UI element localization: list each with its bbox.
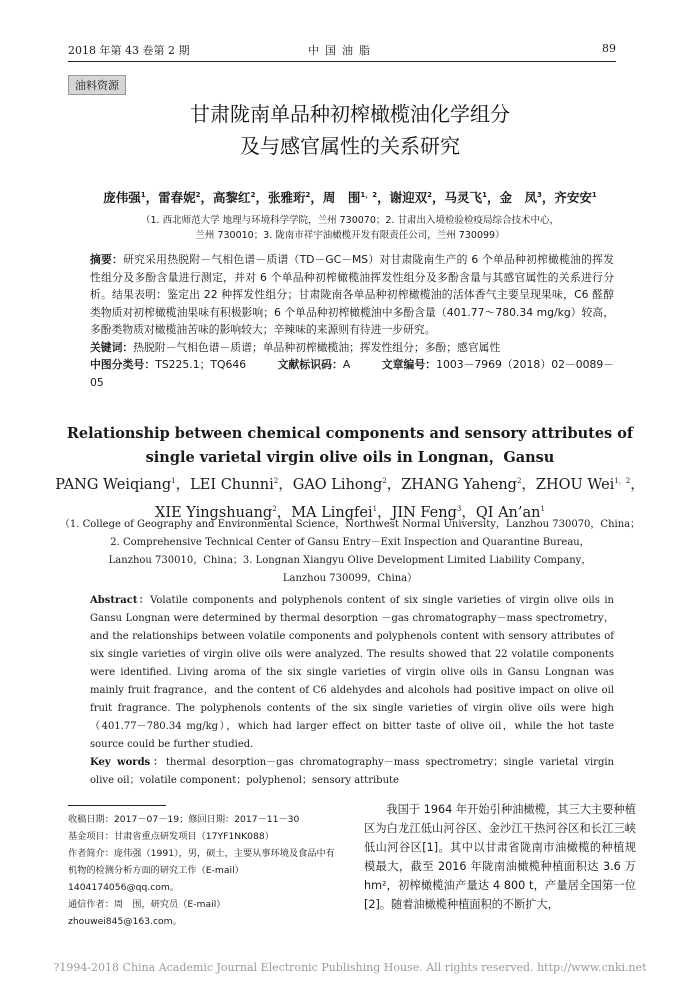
author-name: 谢迎双 <box>389 190 428 205</box>
author-name: 雷春妮 <box>158 190 196 205</box>
en-affiliations: （1. College of Geography and Environmental Science，Northwest Normal University，Lanzhou 730070，China； 2. Comprehensive Technical Center of Gansu Entry－Exit Inspection and Quarantine Bureau， Lanzhou 730010，China；3. Longnan Xiangyu Olive Development Limited Liability Company， Lanzhou 730099，China） <box>59 519 641 584</box>
cn-abstract: 摘要：研究采用热脱附－气相色谱－质谱（TD－GC－MS）对甘肃陇南生产的 6 个单品种初榨橄榄油的挥发性组分及多酚含量进行测定，并对 6 个单品种初榨橄榄油挥发性组分及多酚含量与其感官属性的关系进行分析。结果表明：鉴定出 22 种挥发性组分；甘肃陇南各单品种初榨橄榄油的活体香气主要呈现果味，C6 醛醇类物质对初榨橄榄油果味有积极影响；6 个单品种初榨橄榄油中多酚含量（401.77～780.34 mg/kg）较高，多酚类物质对橄榄油苦味的影响较大；辛辣味的来源则有待进一步研究。 <box>90 253 614 336</box>
column-tag: 油料资源 <box>68 75 126 95</box>
author-name: PANG Weiqiang <box>55 476 172 493</box>
author-name: 马灵飞 <box>444 190 483 205</box>
cn-keywords: 关键词：热脱附－气相色谱－质谱；单品种初榨橄榄油；挥发性组分；多酚；感官属性 <box>90 340 501 354</box>
cn-title-line1: 甘肃陇南单品种初榨橄榄油化学组分 <box>190 102 510 126</box>
author-name: 张雅珩 <box>267 190 306 205</box>
en-abstract: Abstract：Volatile components and polyphenols content of six single varieties of virgin olive oils in Gansu Longnan were determined by thermal desorption －gas chromatography－mass spectrometry，and the relationships between volatile components and polyphenols content with sensory attributes of six single varieties of virgin olive oils were analyzed. The results showed that 22 volatile components were identified. Living aroma of the six single varieties of virgin olive oils in Gansu Longnan was mainly fruit fragrance，and the content of C6 aldehydes and alcohols had positive impact on olive oil fruit fragrance. The polyphenols contents of the six single varieties of virgin olive oils were high（401.77－780.34 mg/kg），which had larger effect on bitter taste of olive oil，while the hot taste source could be further studied. <box>90 595 614 750</box>
cn-abstract-block <box>90 251 614 391</box>
cn-classification: 中图分类号：TS225.1；TQ646 文献标识码：A 文章编号：1003－7969（2018）02－0089－05 <box>90 358 615 389</box>
footnotes <box>68 811 338 930</box>
corresponding-author: 通信作者：周 围，研究员（E-mail）zhouwei845@163.com。 <box>68 899 226 927</box>
author-name: ZHOU Wei <box>535 476 615 493</box>
cn-title <box>0 98 700 162</box>
running-header <box>68 42 616 58</box>
author-name: LEI Chunni <box>190 476 274 493</box>
en-authors: PANG Weiqiang$^1$，LEI Chunni$^2$，GAO Lihong$^2$，ZHANG Yaheng$^2$，ZHOU Wei$^{1,2}$， XIE Yingshuang$^2$，MA Lingfei$^1$，JIN Feng$^3$，QI $An’an^1$ <box>55 476 645 521</box>
journal-issue: 2018 年第 43 卷第 2 期 <box>68 44 190 57</box>
author-name: XIE Yingshuang <box>155 504 273 521</box>
journal-name: 中国油脂 <box>308 44 376 57</box>
cn-affiliations: （1. 西北师范大学 地理与环境科学学院，兰州 730070；2. 甘肃出入境检验检疫局综合技术中心， 兰州 730010；3. 陇南市祥宇油橄榄开发有限责任公司，兰州 730099） <box>141 215 559 241</box>
author-name: GAO Lihong <box>292 476 383 493</box>
author-name: 庞伟强 <box>103 190 141 205</box>
author-name: MA Lingfei <box>291 504 373 521</box>
fund-project: 基金项目：甘肃省重点研发项目（17YF1NK088） <box>68 831 274 842</box>
header-rule <box>68 61 616 62</box>
author-name: QI An’an <box>475 504 541 521</box>
en-abstract-block <box>90 592 614 790</box>
author-name: JIN Feng <box>391 504 457 521</box>
intro-paragraph: 我国于 1964 年开始引种油橄榄，其三大主要种植区为白龙江低山河谷区、金沙江干热河谷区和长江三峡低山河谷区[1]。其中以甘肃省陇南市油橄榄的种植规模最大，截至 2016 年陇南油橄榄种植面积达 3.6 万 hm²，初榨橄榄油产量达 4 800 t，产量居全国第一位[2]。随着油橄榄种植面积的不断扩大， <box>364 803 636 911</box>
author-bio: 作者简介：庞伟强（1991），男，硕士，主要从事环境及食品中有机物的检测分析方面的研究工作（E-mail）1404174056@qq.com。 <box>68 848 335 893</box>
author-name: 齐安安 <box>554 190 592 205</box>
cn-title-line2: 及与感官属性的关系研究 <box>240 134 460 158</box>
received-date: 收稿日期：2017－07－19；修回日期：2017－11－30 <box>68 814 300 825</box>
footnote-rule <box>68 805 166 806</box>
page-number: 89 <box>602 42 616 55</box>
cnki-watermark: ?1994-2018 China Academic Journal Electronic Publishing House. All rights reserved. http://www.cnki.net <box>53 961 647 974</box>
author-name: 高黎红 <box>213 190 251 205</box>
author-name: 金 凤 <box>499 190 537 205</box>
en-title: Relationship between chemical components and sensory attributes of single varietal virgin olive oils in Longnan，Gansu <box>66 425 634 466</box>
body-text-column <box>364 800 636 914</box>
en-keywords: Key words：thermal desorption－gas chromatography－mass spectrometry；single varietal virgin olive oil；volatile component；polyphenol；sensory attribute <box>90 757 614 786</box>
author-name: ZHANG Yaheng <box>401 476 517 493</box>
cn-authors: 庞伟强$^1$，雷春妮$^2$，高黎红$^2$，张雅珩$^2$，周 围$^{1,2}$，谢迎双$^2$，马灵飞$^1$，金 凤$^3$，齐安安$^1$ <box>103 190 597 205</box>
author-name: 周 围 <box>322 190 361 205</box>
